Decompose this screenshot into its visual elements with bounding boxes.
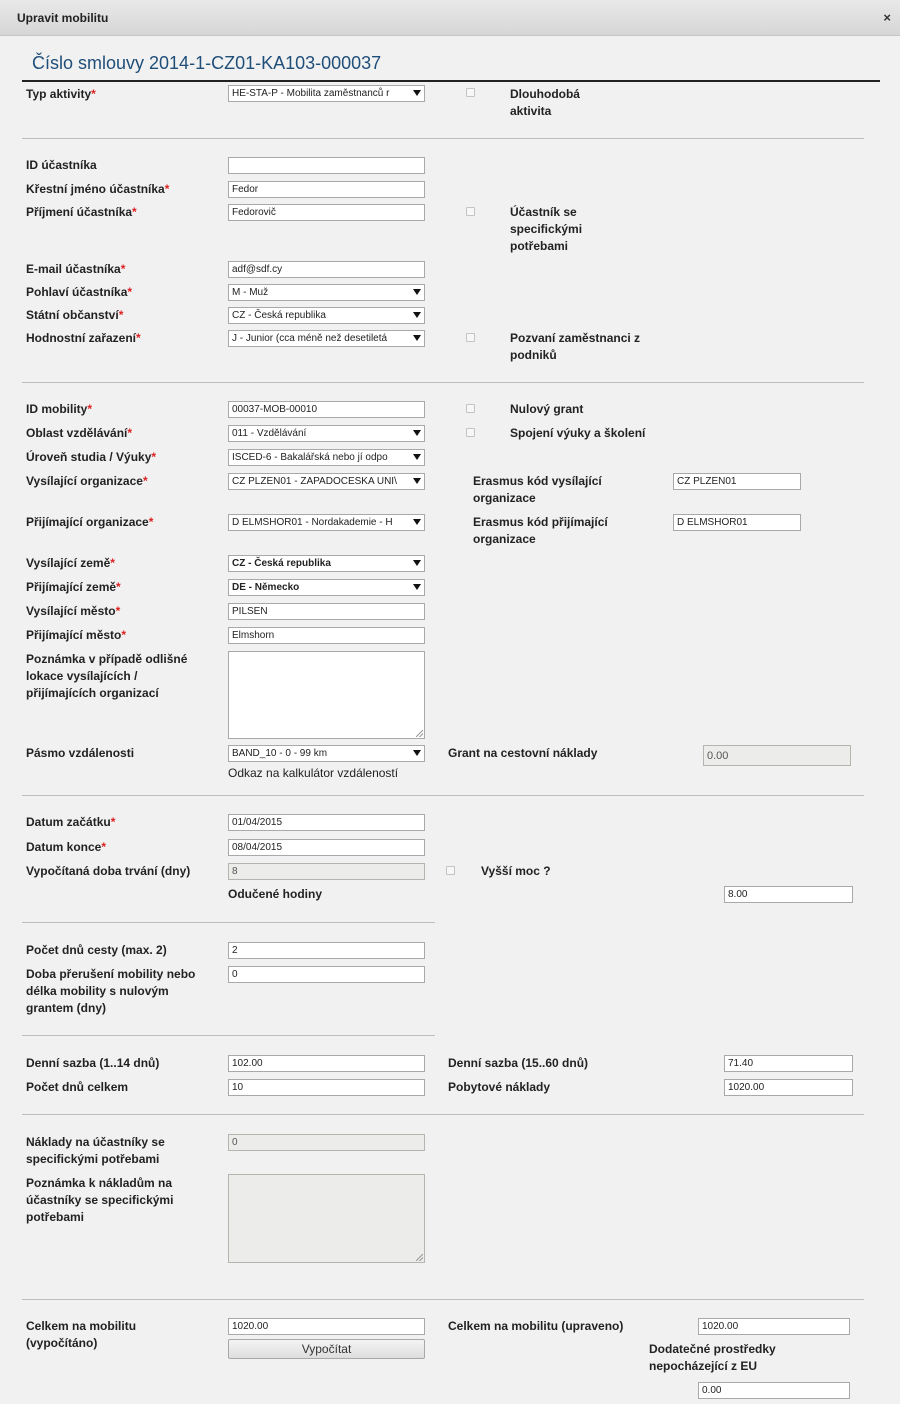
end-date-input[interactable]: 08/04/2015: [228, 839, 425, 856]
special-costs-input: 0: [228, 1134, 425, 1151]
distance-band-label: Pásmo vzdálenosti: [26, 746, 135, 760]
daily-rate-2-label: Denní sazba (15..60 dnů): [448, 1056, 589, 1070]
rank-select[interactable]: J - Junior (cca méně než desetiletá: [228, 330, 425, 347]
chevron-down-icon: [413, 289, 421, 295]
mobility-id-label: ID mobility*: [26, 402, 93, 416]
location-note-label: Poznámka v případě odlišné lokace vysílajících / přijímajících organizací: [26, 652, 188, 700]
receiving-city-label: Přijímající město*: [26, 628, 127, 642]
long-term-checkbox[interactable]: [466, 88, 475, 97]
subsistence-label: Pobytové náklady: [448, 1080, 551, 1094]
invited-staff-checkbox[interactable]: [466, 333, 475, 342]
chevron-down-icon: [413, 335, 421, 341]
section-divider: [22, 922, 435, 923]
dialog-titlebar: [0, 0, 900, 36]
chevron-down-icon: [413, 90, 421, 96]
chevron-down-icon: [413, 312, 421, 318]
interruption-input[interactable]: 0: [228, 966, 425, 983]
last-name-input[interactable]: Fedorovič: [228, 204, 425, 221]
receiving-code-label: Erasmus kód přijímající organizace: [473, 515, 608, 546]
daily-rate-2-input[interactable]: 71.40: [724, 1055, 853, 1072]
receiving-city-input[interactable]: Elmshorn: [228, 627, 425, 644]
total-adjusted-input[interactable]: 1020.00: [698, 1318, 850, 1335]
invited-staff-label: Pozvaní zaměstnanci z podniků: [510, 331, 641, 362]
travel-grant-input: 0.00: [703, 745, 851, 766]
sending-city-input[interactable]: PILSEN: [228, 603, 425, 620]
sending-code-label: Erasmus kód vysílající organizace: [473, 474, 602, 505]
activity-type-label: Typ aktivity*: [26, 87, 96, 101]
resize-grip-icon[interactable]: [416, 730, 423, 737]
force-majeure-label: Vyšší moc ?: [481, 864, 551, 878]
close-icon[interactable]: ×: [883, 10, 891, 25]
receiving-org-label: Přijímající organizace*: [26, 515, 154, 529]
field-select[interactable]: 011 - Vzdělávání: [228, 425, 425, 442]
section-divider: [22, 1114, 864, 1115]
contract-title: Číslo smlouvy 2014-1-CZ01-KA103-000037: [32, 53, 382, 73]
receiving-country-select[interactable]: DE - Německo: [228, 579, 425, 596]
sending-country-select[interactable]: CZ - Česká republika: [228, 555, 425, 572]
zero-grant-checkbox[interactable]: [466, 404, 475, 413]
gender-label: Pohlaví účastníka*: [26, 285, 133, 299]
extra-funds-label: Dodatečné prostředky nepocházející z EU: [649, 1342, 776, 1373]
rank-label: Hodnostní zařazení*: [26, 331, 141, 345]
total-adjusted-label: Celkem na mobilitu (upraveno): [448, 1319, 624, 1333]
end-date-label: Datum konce*: [26, 840, 107, 854]
nationality-select[interactable]: CZ - Česká republika: [228, 307, 425, 324]
chevron-down-icon: [413, 750, 421, 756]
hours-label: Odučené hodiny: [228, 887, 323, 901]
days-total-input[interactable]: 10: [228, 1079, 425, 1096]
distance-band-select[interactable]: BAND_10 - 0 - 99 km: [228, 745, 425, 762]
chevron-down-icon: [413, 430, 421, 436]
sending-org-select[interactable]: CZ PLZEN01 - ZAPADOCESKA UNI\: [228, 473, 425, 490]
hours-input[interactable]: 8.00: [724, 886, 853, 903]
chevron-down-icon: [413, 478, 421, 484]
level-label: Úroveň studia / Výuky*: [26, 450, 157, 464]
chevron-down-icon: [413, 584, 421, 590]
mobility-id-input[interactable]: 00037-MOB-00010: [228, 401, 425, 418]
force-majeure-checkbox[interactable]: [446, 866, 455, 875]
start-date-label: Datum začátku*: [26, 815, 116, 829]
subsistence-input[interactable]: 1020.00: [724, 1079, 853, 1096]
section-divider: [22, 1035, 435, 1036]
participant-id-input[interactable]: [228, 157, 425, 174]
days-total-label: Počet dnů celkem: [26, 1080, 129, 1094]
first-name-input[interactable]: Fedor: [228, 181, 425, 198]
receiving-org-select[interactable]: D ELMSHOR01 - Nordakademie - H: [228, 514, 425, 531]
first-name-label: Křestní jméno účastníka*: [26, 182, 170, 196]
section-divider: [22, 138, 864, 139]
email-input[interactable]: adf@sdf.cy: [228, 261, 425, 278]
section-divider: [22, 795, 864, 796]
nationality-label: Státní občanství*: [26, 308, 124, 322]
special-note-textarea: [228, 1174, 425, 1263]
sending-country-label: Vysílající země*: [26, 556, 115, 570]
last-name-label: Příjmení účastníka*: [26, 205, 137, 219]
duration-label: Vypočítaná doba trvání (dny): [26, 864, 191, 878]
special-needs-checkbox[interactable]: [466, 207, 475, 216]
distance-calculator-link[interactable]: Odkaz na kalkulátor vzdáleností: [228, 766, 399, 780]
long-term-label: Dlouhodobá aktivita: [510, 87, 580, 118]
total-calculated-input[interactable]: 1020.00: [228, 1318, 425, 1335]
calculate-button[interactable]: Vypočítat: [228, 1339, 425, 1359]
travel-days-input[interactable]: 2: [228, 942, 425, 959]
chevron-down-icon: [413, 560, 421, 566]
daily-rate-1-label: Denní sazba (1..14 dnů): [26, 1056, 160, 1070]
travel-days-label: Počet dnů cesty (max. 2): [26, 943, 167, 957]
sending-city-label: Vysílající město*: [26, 604, 121, 618]
section-divider: [22, 382, 864, 383]
participant-id-label: ID účastníka: [26, 158, 97, 172]
receiving-code-input[interactable]: D ELMSHOR01: [673, 514, 801, 531]
travel-grant-label: Grant na cestovní náklady: [448, 746, 598, 760]
special-needs-label: Účastník se specifickými potřebami: [510, 205, 583, 253]
email-label: E-mail účastníka*: [26, 262, 126, 276]
receiving-country-label: Přijímající země*: [26, 580, 121, 594]
section-divider: [22, 1299, 864, 1300]
gender-select[interactable]: M - Muž: [228, 284, 425, 301]
teaching-training-checkbox[interactable]: [466, 428, 475, 437]
field-label: Oblast vzdělávání*: [26, 426, 133, 440]
zero-grant-label: Nulový grant: [510, 402, 584, 416]
special-note-label: Poznámka k nákladům na účastníky se specifickými potřebami: [26, 1176, 174, 1224]
total-calculated-label: Celkem na mobilitu (vypočítáno): [26, 1319, 137, 1350]
level-select[interactable]: ISCED-6 - Bakalářská nebo jí odpo: [228, 449, 425, 466]
teaching-training-label: Spojení výuky a školení: [510, 426, 646, 440]
chevron-down-icon: [413, 519, 421, 525]
duration-input: 8: [228, 863, 425, 880]
location-note-textarea[interactable]: [228, 651, 425, 739]
special-costs-label: Náklady na účastníky se specifickými potřebami: [26, 1135, 165, 1166]
chevron-down-icon: [413, 454, 421, 460]
resize-grip-icon: [416, 1254, 423, 1261]
daily-rate-1-input[interactable]: 102.00: [228, 1055, 425, 1072]
sending-code-input[interactable]: CZ PLZEN01: [673, 473, 801, 490]
activity-type-select[interactable]: HE-STA-P - Mobilita zaměstnanců r: [228, 85, 425, 102]
title-divider: [22, 80, 880, 82]
dialog-title: Upravit mobilitu: [17, 11, 109, 25]
sending-org-label: Vysílající organizace*: [26, 474, 148, 488]
extra-funds-input[interactable]: 0.00: [698, 1382, 850, 1399]
interruption-label: Doba přerušení mobility nebo délka mobility s nulovým grantem (dny): [26, 967, 196, 1015]
start-date-input[interactable]: 01/04/2015: [228, 814, 425, 831]
